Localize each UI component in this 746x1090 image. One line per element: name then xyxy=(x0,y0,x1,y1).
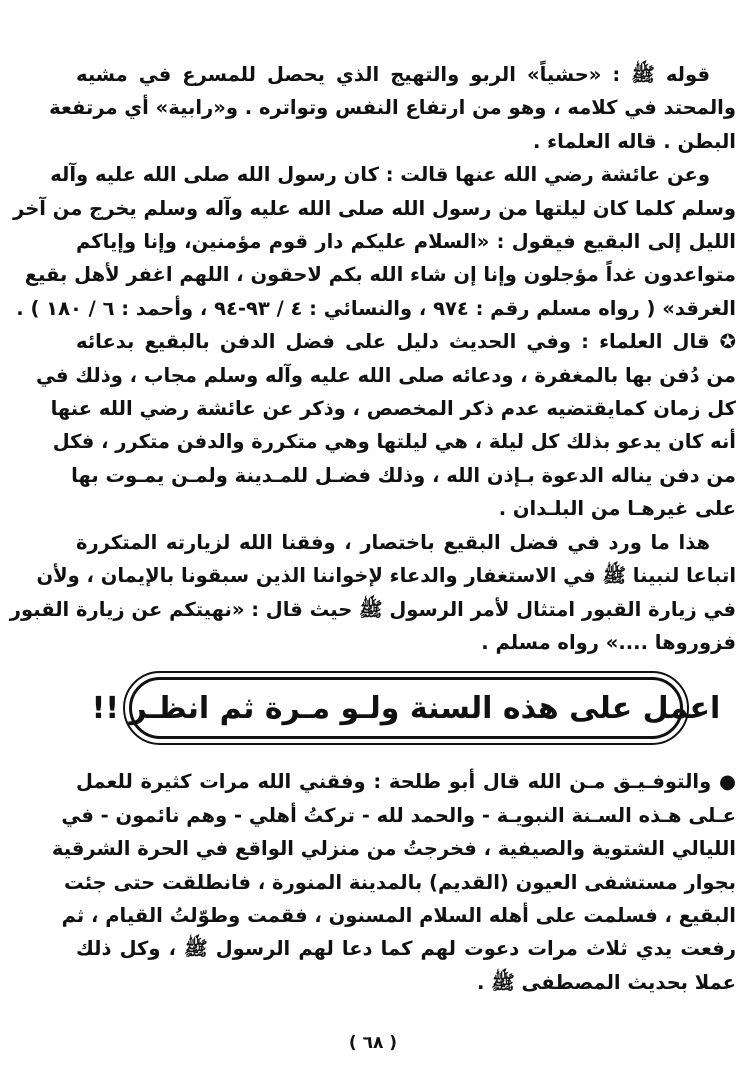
text-line: أنه كان يدعو بذلك كل ليلة ، هي ليلتها وهي متكررة والدفن متكرر ، فكل xyxy=(52,430,736,454)
text-line: بجوار مستشفى العيون (القديم) بالمدينة المنورة ، فانطلقت حتى جئت xyxy=(64,870,736,894)
text-line: البطن . قاله العلماء . xyxy=(532,129,736,153)
text-line: رفعت يدي ثلاث مرات دعوت لهم كما دعا لهم الرسول ﷺ ، وكل ذلك xyxy=(76,937,736,961)
text-line: وعن عائشة رضي الله عنها قالت : كان رسول الله صلى الله عليه وآله xyxy=(50,163,710,187)
text-line: اتباعا لنبينا ﷺ في الاستغفار والدعاء لإخواننا الذين سبقونا بالإيمان ، ولأن xyxy=(36,564,736,588)
text-line: عـلى هـذه السـنة النبويـة - والحمد لله - تركتُ أهلي - وهم نائمون - في xyxy=(61,803,736,827)
paragraph-summary xyxy=(9,526,736,660)
section-banner xyxy=(91,671,721,745)
text-line: كل زمان كمايقتضيه عدم ذكر المخصص ، وذكر عن عائشة رضي الله عنها xyxy=(50,397,736,421)
paragraph-scholars-commentary xyxy=(35,325,736,525)
text-line: من دفن يناله الدعوة بـإذن الله ، وذلك فضـل للمـدينة ولمـن يمـوت بها xyxy=(71,463,736,487)
text-line: الليالي الشتوية والصيفية ، فخرجتُ من منزلي الواقع في الحرة الشرقية xyxy=(51,837,736,861)
text-line: والمحتد في كلامه ، وهو من ارتفاع النفس وتواتره . و«رابية» أي مرتفعة xyxy=(49,96,736,120)
text-line: متواعدون غداً مؤجلون وإنا إن شاء الله بكم لاحقون ، اللهم اغفر لأهل بقيع xyxy=(24,263,736,287)
paragraph-hashyan-definition xyxy=(49,58,736,158)
text-line: في زيارة القبور امتثال لأمر الرسول ﷺ حيث قال : «نهيتكم عن زيارة القبور xyxy=(9,597,736,621)
banner-title: اعمل على هذه السنة ولـو مـرة ثم انظـر !! xyxy=(91,690,721,726)
paragraph-abu-talha-testimony xyxy=(51,765,736,999)
page-content xyxy=(9,58,736,999)
text-line: قوله ﷺ : «حشياً» الربو والتهيج الذي يحصل للمسرع في مشيه xyxy=(76,63,710,86)
text-line: البقيع ، فسلمت على أهله السلام المسنون ، فقمت وطوّلتُ القيام ، ثم xyxy=(61,903,736,927)
text-line: عملا بحديث المصطفى ﷺ . xyxy=(477,970,736,994)
text-line: ● والتوفـيـق مـن الله قال أبو طلحة : وفقني الله مرات كثيرة للعمل xyxy=(76,770,736,794)
text-line: هذا ما ورد في فضل البقيع باختصار ، وفقنا الله لزيارته المتكررة xyxy=(76,530,710,554)
text-line: ✪ قال العلماء : وفي الحديث دليل على فضل الدفن بالبقيع بدعائه xyxy=(76,330,736,354)
paragraph-aisha-hadith xyxy=(13,158,736,325)
text-line: من دُفن بها بالمغفرة ، ودعائه صلى الله عليه وآله وسلم مجاب ، وذلك في xyxy=(35,363,736,387)
page-number: ( ٦٨ ) xyxy=(348,1033,398,1053)
text-line: على غيرهـا من البلـدان . xyxy=(498,497,736,521)
banner-inner-frame xyxy=(91,677,721,739)
text-line: وسلم كلما كان ليلتها من رسول الله صلى الله عليه وآله وسلم يخرج من آخر xyxy=(13,196,736,220)
text-line: الليل إلى البقيع فيقول : «السلام عليكم دار قوم مؤمنين، وإنا وإياكم xyxy=(76,230,736,254)
text-line: فزوروها ....» رواه مسلم . xyxy=(481,630,736,654)
text-line: الغرقد» ( رواه مسلم رقم : ٩٧٤ ، والنسائي : ٤ / ٩٣-٩٤ ، وأحمد : ٦ / ١٨٠ ) . xyxy=(16,296,736,320)
